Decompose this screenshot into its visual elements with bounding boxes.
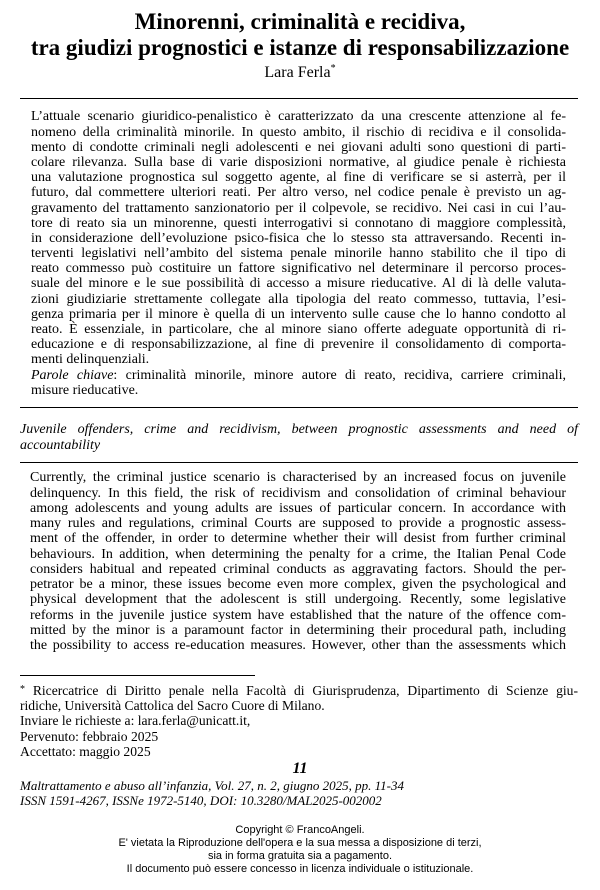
abstract-en-line: petrator be a minor, these issues become even more complex, given the psychological and <box>30 577 566 593</box>
footnote-mark: * <box>20 684 25 696</box>
abstract-it-line: colare rilevanza. Sulla base di varie disposizioni normative, al giudice penale è richiesta <box>31 154 566 170</box>
footnote <box>20 682 578 760</box>
abstract-en-line: the possibility to access re-education measures. However, other than the assessments which <box>30 638 566 654</box>
journal-info <box>20 778 580 808</box>
abstract-italian <box>31 109 566 398</box>
footnote-line <box>20 682 578 698</box>
divider-middle <box>20 407 578 408</box>
article-title <box>0 9 600 61</box>
copyright-line: Copyright © FrancoAngeli. <box>235 823 365 836</box>
english-title <box>20 422 578 454</box>
footnote-text: Ricercatrice di Diritto penale nella Facoltà di Giurisprudenza, Dipartimento di Scienze giu- <box>32 683 579 699</box>
page-number: 11 <box>292 760 308 777</box>
abstract-it-line: reato. È essenziale, in particolare, che al minore siano offerte adeguate opportunità di ri- <box>31 322 566 338</box>
article-title-line: tra giudizi prognostici e istanze di responsabilizzazione <box>30 35 570 60</box>
abstract-it-line: menti delinquenziali. <box>31 352 150 368</box>
abstract-it-line: gravamento del trattamento sanzionatorio per il colpevole, se recidivo. Nei casi in cui l’au- <box>31 200 566 216</box>
copyright-line: sia in forma gratuita sia a pagamento. <box>207 849 393 862</box>
copyright-line: E' vietata la Riproduzione dell'opera e la sua messa a disposizione di terzi, <box>118 836 482 849</box>
abstract-it-line: genza primaria per il minore è quella di un intervento sulle cause che lo hanno condotto al <box>31 306 566 322</box>
abstract-en-line: many rules and regulations, criminal Courts are supposed to provide a prognostic assess- <box>30 516 566 532</box>
divider-top <box>20 98 578 99</box>
article-title-line: Minorenni, criminalità e recidiva, <box>134 9 466 34</box>
author <box>0 60 600 82</box>
english-title-line: accountability <box>20 438 101 453</box>
abstract-it-line: nomeno della criminalità minorile. In questo ambito, il rischio di recidiva e il consolida- <box>31 124 566 140</box>
abstract-en-line: mitted by the minor is a paramount factor in determining their procedural path, including <box>30 622 566 638</box>
footnote-line: Accettato: maggio 2025 <box>20 744 151 760</box>
abstract-en-line: behaviours. In addition, when determining the penalty for a crime, the Italian Penal Code <box>30 546 566 562</box>
abstract-it-line: L’attuale scenario giuridico-penalistico è caratterizzato da una crescente attenzione al fe- <box>31 109 566 125</box>
journal-citation: Maltrattamento e abuso all’infanzia, Vol. 27, n. 2, giugno 2025, pp. 11-34 <box>20 777 404 793</box>
abstract-en-line: ment of the offender, in order to determine whether their will desist from further criminal <box>30 531 566 547</box>
footnote-line: ridiche, Università Cattolica del Sacro Cuore di Milano. <box>20 697 325 713</box>
abstract-en-line: Currently, the criminal justice scenario is characterised by an increased focus on juvenile <box>30 470 566 486</box>
author-name: Lara Ferla <box>264 64 331 81</box>
copyright-line: Il documento può essere concesso in licenza individuale o istituzionale. <box>126 862 474 875</box>
keywords-label: Parole chiave <box>31 367 114 383</box>
abstract-it-line: suale del minore e le sue possibilità di accesso a misure rieducative. Al di là delle valuta- <box>31 276 566 292</box>
abstract-it-line: terventi legislativi nell’ambito del sistema penale minorile hanno stabilito che il tipo di <box>31 246 566 262</box>
abstract-en-line: physical development that the adolescent is still undergoing. Recently, some legislative <box>30 592 566 608</box>
english-title-line: Juvenile offenders, crime and recidivism, between prognostic assessments and need of <box>20 422 578 437</box>
divider-english <box>20 462 578 463</box>
abstract-it-line: mento di condotte criminali negli adolescenti e nei giovani adulti sono questioni di parti- <box>31 139 566 155</box>
abstract-it-line: in considerazione dell’evoluzione psico-fisica che lo stesso sta attraversando. Recenti in- <box>31 230 566 246</box>
journal-identifiers: ISSN 1591-4267, ISSNe 1972-5140, DOI: 10.3280/MAL2025-002002 <box>20 792 382 808</box>
abstract-it-line: reato commesso può costituire un fattore significativo nel determinare il percorso proces- <box>31 261 566 277</box>
keywords-line: misure rieducative. <box>31 382 139 398</box>
author-footnote-mark: * <box>330 63 336 74</box>
footnote-line: Inviare le richieste a: lara.ferla@unicatt.it, <box>20 713 251 729</box>
abstract-en-line: among adolescents and young adults are issues of particular concern. In accordance with <box>30 500 566 516</box>
abstract-en-line: delinquency. In this field, the risk of recidivism and consolidation of criminal behaviour <box>30 485 566 501</box>
abstract-english <box>30 470 566 653</box>
abstract-it-line: zioni giudiziarie strettamente collegate alla tipologia del reato commesso, tuttavia, l’esi- <box>31 291 566 307</box>
copyright-notice <box>0 824 600 876</box>
keywords-text: : criminalità minorile, minore autore di reato, recidiva, carriere criminali, <box>113 367 566 383</box>
abstract-en-line: reforms in the juvenile justice system have established that the nature of the offence com- <box>30 607 566 623</box>
abstract-it-line: una valutazione prognostica sul soggetto agente, al fine di verificare se si asterrà, per il <box>31 170 566 186</box>
keywords-line <box>31 368 566 383</box>
footnote-line: Pervenuto: febbraio 2025 <box>20 728 159 744</box>
footnote-separator <box>20 675 255 676</box>
abstract-it-line: futuro, dal commettere ulteriori reati. Per altro verso, nel codice penale è previsto un ag- <box>31 185 566 201</box>
abstract-it-line: educazione e di responsabilizzazione, al fine di prevenire il consolidamento di comporta- <box>31 337 566 353</box>
abstract-it-line: tore di reato sia un minorenne, questi interrogativi si connotano di maggiore complessità, <box>31 215 566 231</box>
abstract-en-line: considers habitual and repeated criminal conducts as aggravating factors. Should the per- <box>30 561 566 577</box>
